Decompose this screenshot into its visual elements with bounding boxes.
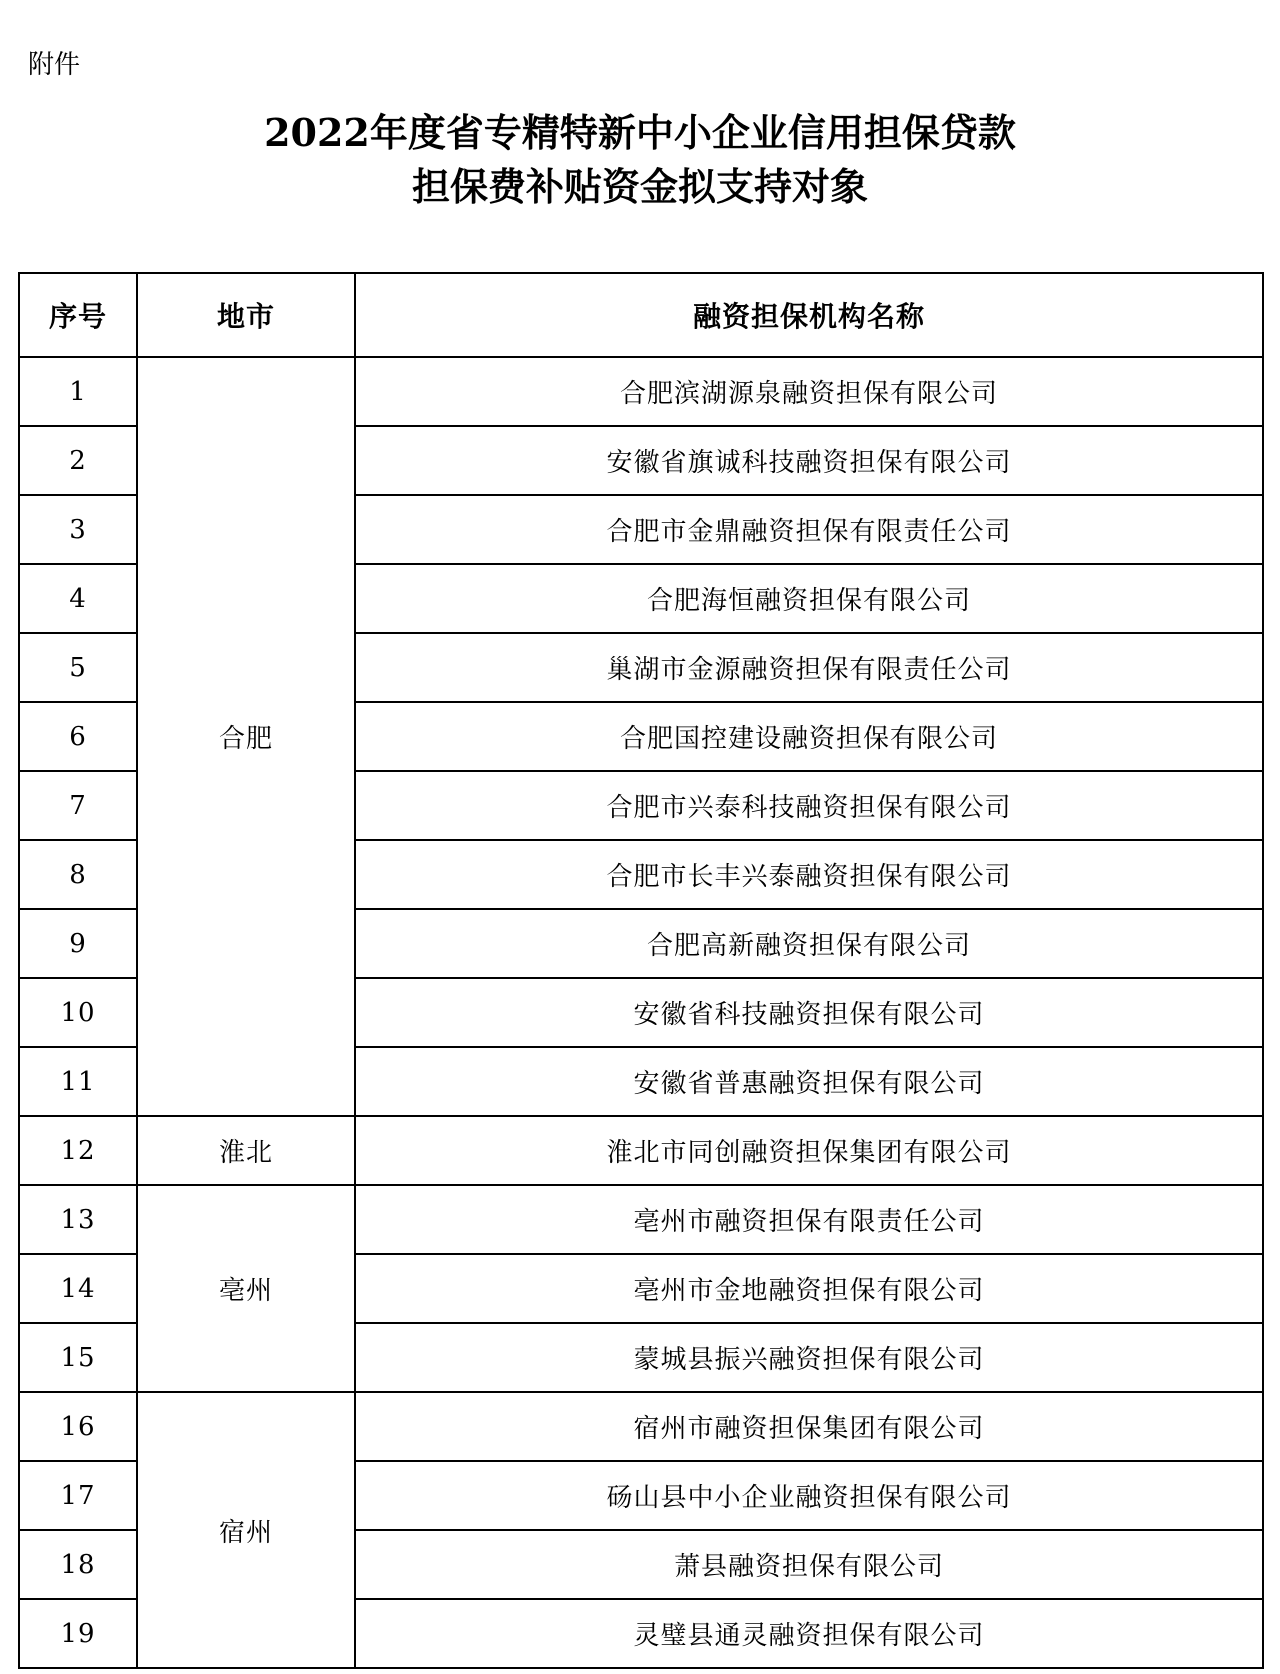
row-seq: 13 xyxy=(19,1185,137,1254)
row-seq: 12 xyxy=(19,1116,137,1185)
row-seq: 8 xyxy=(19,840,137,909)
row-seq: 16 xyxy=(19,1392,137,1461)
document-title-line-1: 2022年度省专精特新中小企业信用担保贷款 xyxy=(264,110,1016,155)
row-institution-name: 宿州市融资担保集团有限公司 xyxy=(355,1392,1263,1461)
row-seq: 14 xyxy=(19,1254,137,1323)
row-institution-name: 蒙城县振兴融资担保有限公司 xyxy=(355,1323,1263,1392)
row-institution-name: 亳州市金地融资担保有限公司 xyxy=(355,1254,1263,1323)
row-institution-name: 灵璧县通灵融资担保有限公司 xyxy=(355,1599,1263,1668)
row-institution-name: 合肥市兴泰科技融资担保有限公司 xyxy=(355,771,1263,840)
table-row xyxy=(19,357,1263,426)
row-institution-name: 合肥国控建设融资担保有限公司 xyxy=(355,702,1263,771)
row-institution-name: 亳州市融资担保有限责任公司 xyxy=(355,1185,1263,1254)
row-institution-name: 合肥海恒融资担保有限公司 xyxy=(355,564,1263,633)
row-seq: 17 xyxy=(19,1461,137,1530)
row-seq: 15 xyxy=(19,1323,137,1392)
table-row xyxy=(19,1185,1263,1254)
row-seq: 1 xyxy=(19,357,137,426)
row-institution-name: 安徽省普惠融资担保有限公司 xyxy=(355,1047,1263,1116)
row-seq: 7 xyxy=(19,771,137,840)
header-institution-name: 融资担保机构名称 xyxy=(355,273,1263,357)
document-title-line-2: 担保费补贴资金拟支持对象 xyxy=(411,164,868,209)
row-institution-name: 砀山县中小企业融资担保有限公司 xyxy=(355,1461,1263,1530)
table-body xyxy=(19,357,1263,1668)
row-seq: 10 xyxy=(19,978,137,1047)
row-institution-name: 淮北市同创融资担保集团有限公司 xyxy=(355,1116,1263,1185)
row-seq: 4 xyxy=(19,564,137,633)
header-city: 地市 xyxy=(137,273,355,357)
row-seq: 2 xyxy=(19,426,137,495)
row-city: 宿州 xyxy=(137,1392,355,1668)
row-seq: 11 xyxy=(19,1047,137,1116)
row-seq: 18 xyxy=(19,1530,137,1599)
attachment-label: 附件 xyxy=(28,50,81,80)
row-city: 淮北 xyxy=(137,1116,355,1185)
row-institution-name: 合肥市长丰兴泰融资担保有限公司 xyxy=(355,840,1263,909)
row-seq: 5 xyxy=(19,633,137,702)
row-seq: 6 xyxy=(19,702,137,771)
row-institution-name: 合肥市金鼎融资担保有限责任公司 xyxy=(355,495,1263,564)
header-seq: 序号 xyxy=(19,273,137,357)
table-row xyxy=(19,1392,1263,1461)
row-institution-name: 合肥高新融资担保有限公司 xyxy=(355,909,1263,978)
row-city: 亳州 xyxy=(137,1185,355,1392)
row-institution-name: 安徽省科技融资担保有限公司 xyxy=(355,978,1263,1047)
row-institution-name: 安徽省旗诚科技融资担保有限公司 xyxy=(355,426,1263,495)
row-seq: 9 xyxy=(19,909,137,978)
row-institution-name: 巢湖市金源融资担保有限责任公司 xyxy=(355,633,1263,702)
table-header-row xyxy=(19,273,1263,357)
row-institution-name: 合肥滨湖源泉融资担保有限公司 xyxy=(355,357,1263,426)
table-row xyxy=(19,1116,1263,1185)
row-seq: 3 xyxy=(19,495,137,564)
row-seq: 19 xyxy=(19,1599,137,1668)
guarantee-institutions-table xyxy=(18,272,1264,1669)
row-institution-name: 萧县融资担保有限公司 xyxy=(355,1530,1263,1599)
row-city: 合肥 xyxy=(137,357,355,1116)
